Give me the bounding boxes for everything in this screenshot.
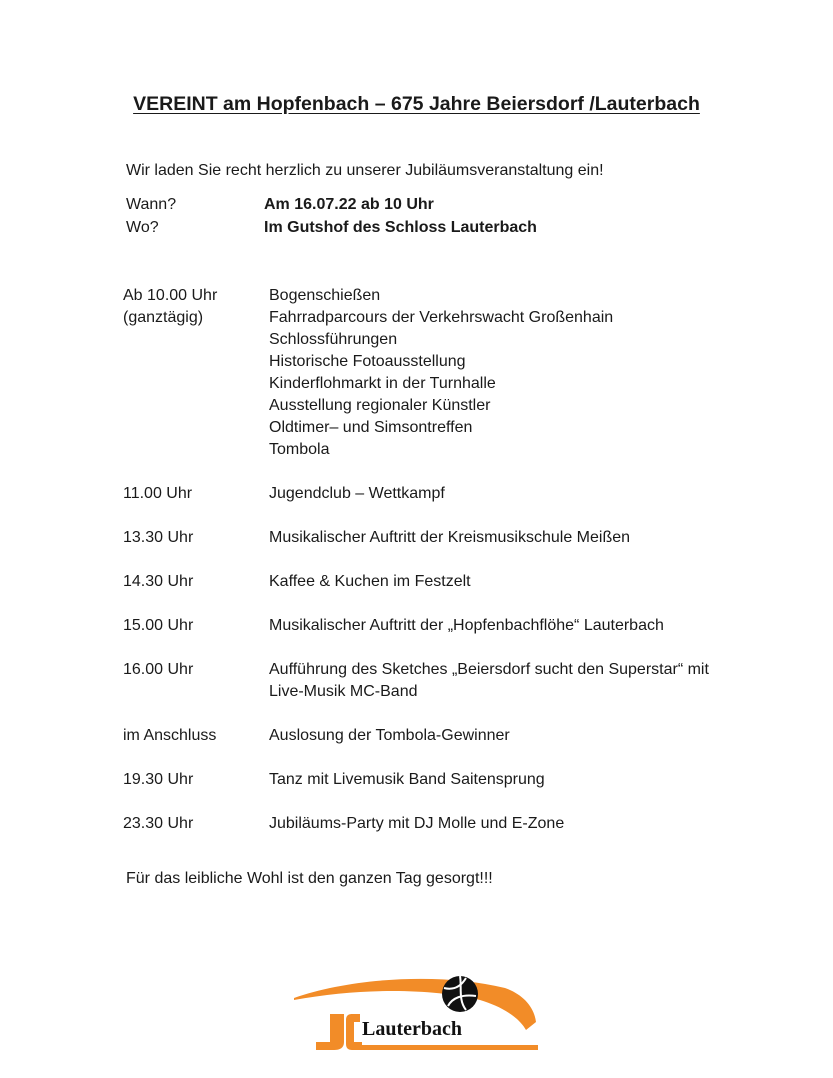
schedule-time bbox=[123, 483, 269, 505]
schedule-activity: Ausstellung regionaler Künstler bbox=[269, 397, 491, 414]
schedule-activity: Oldtimer– und Simsontreffen bbox=[269, 419, 473, 436]
where-value: Im Gutshof des Schloss Lauterbach bbox=[264, 219, 537, 236]
schedule-activity: Musikalischer Auftritt der „Hopfenbachflöhe“ Lauterbach bbox=[269, 617, 664, 634]
schedule-time-line: 15.00 Uhr bbox=[123, 617, 194, 634]
schedule-row bbox=[123, 769, 803, 791]
schedule-row bbox=[123, 285, 803, 461]
schedule-time bbox=[123, 725, 269, 747]
where-label: Wo? bbox=[126, 219, 159, 236]
schedule-activity: Kinderflohmarkt in der Turnhalle bbox=[269, 375, 496, 392]
schedule-time bbox=[123, 571, 269, 593]
schedule-row bbox=[123, 813, 803, 835]
logo-text: Lauterbach bbox=[362, 1018, 462, 1040]
logo-letter-c bbox=[346, 1014, 362, 1050]
schedule-activity: Auslosung der Tombola-Gewinner bbox=[269, 727, 510, 744]
schedule-row bbox=[123, 571, 803, 593]
schedule-time bbox=[123, 769, 269, 791]
schedule-row bbox=[123, 725, 803, 747]
where-row bbox=[126, 217, 537, 239]
schedule-time-line: 11.00 Uhr bbox=[123, 485, 193, 502]
volleyball-icon bbox=[442, 976, 478, 1012]
schedule-activity: Schlossführungen bbox=[269, 331, 398, 348]
logo-letter-j bbox=[316, 1014, 344, 1050]
schedule-activities bbox=[269, 769, 803, 791]
logo-underline bbox=[360, 1045, 538, 1050]
schedule-activities bbox=[269, 615, 803, 637]
schedule-activity: Bogenschießen bbox=[269, 287, 381, 304]
schedule-activities bbox=[269, 483, 803, 505]
schedule-time bbox=[123, 615, 269, 637]
schedule-time bbox=[123, 813, 269, 835]
schedule-activities bbox=[269, 571, 803, 593]
closing-note: Für das leibliche Wohl ist den ganzen Tag gesorgt!!! bbox=[126, 870, 493, 887]
schedule-activity: Live-Musik MC-Band bbox=[269, 683, 418, 700]
schedule-activities bbox=[269, 659, 803, 703]
schedule-activities bbox=[269, 725, 803, 747]
schedule-activity: Jugendclub – Wettkampf bbox=[269, 485, 445, 502]
schedule-activity: Fahrradparcours der Verkehrswacht Großenhain bbox=[269, 309, 614, 326]
schedule-time-line: (ganztägig) bbox=[123, 309, 204, 326]
schedule-row bbox=[123, 527, 803, 549]
page-title: VEREINT am Hopfenbach – 675 Jahre Beiersdorf /Lauterbach bbox=[133, 93, 700, 115]
schedule-time-line: Ab 10.00 Uhr bbox=[123, 287, 218, 304]
schedule-activity: Kaffee & Kuchen im Festzelt bbox=[269, 573, 471, 590]
invitation-text: Wir laden Sie recht herzlich zu unserer Jubiläumsveranstaltung ein! bbox=[126, 162, 604, 179]
schedule-activity: Historische Fotoausstellung bbox=[269, 353, 466, 370]
event-schedule bbox=[123, 285, 803, 857]
schedule-activities bbox=[269, 285, 803, 461]
schedule-time bbox=[123, 285, 269, 461]
schedule-time-line: 16.00 Uhr bbox=[123, 661, 194, 678]
schedule-activities bbox=[269, 813, 803, 835]
when-row bbox=[126, 194, 434, 216]
schedule-activity: Jubiläums-Party mit DJ Molle und E-Zone bbox=[269, 815, 565, 832]
schedule-row bbox=[123, 659, 803, 703]
schedule-time-line: 13.30 Uhr bbox=[123, 529, 194, 546]
when-value: Am 16.07.22 ab 10 Uhr bbox=[264, 196, 434, 213]
when-label: Wann? bbox=[126, 196, 177, 213]
schedule-row bbox=[123, 483, 803, 505]
schedule-activity: Tombola bbox=[269, 441, 330, 458]
schedule-activity: Tanz mit Livemusik Band Saitensprung bbox=[269, 771, 545, 788]
schedule-time-line: 23.30 Uhr bbox=[123, 815, 194, 832]
schedule-activities bbox=[269, 527, 803, 549]
schedule-time-line: 19.30 Uhr bbox=[123, 771, 194, 788]
schedule-time-line: im Anschluss bbox=[123, 727, 217, 744]
schedule-time-line: 14.30 Uhr bbox=[123, 573, 194, 590]
schedule-time bbox=[123, 659, 269, 703]
schedule-activity: Musikalischer Auftritt der Kreismusikschule Meißen bbox=[269, 529, 631, 546]
schedule-row bbox=[123, 615, 803, 637]
schedule-activity: Aufführung des Sketches „Beiersdorf sucht den Superstar“ mit bbox=[269, 661, 709, 678]
schedule-time bbox=[123, 527, 269, 549]
